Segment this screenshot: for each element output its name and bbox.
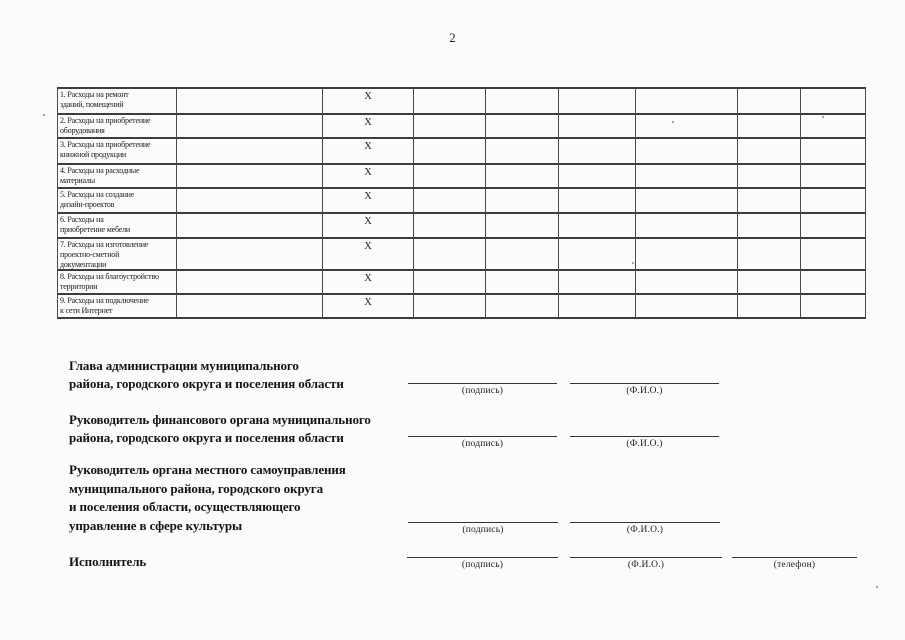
table-row [58, 115, 866, 139]
table-cell [177, 165, 323, 189]
table-cell [559, 271, 636, 295]
row-label: 4. Расходы на расходные материалы [58, 165, 177, 189]
table-cell [486, 89, 559, 115]
row-label: 8. Расходы на благоустройство территории [58, 271, 177, 295]
x-mark-cell: X [323, 239, 414, 271]
table-cell [414, 271, 486, 295]
table-row [58, 89, 866, 115]
x-mark-cell: X [323, 165, 414, 189]
signature-caption: (Ф.И.О.) [626, 439, 663, 449]
row-label: 2. Расходы на приобретение оборудования [58, 115, 177, 139]
x-mark-cell: X [323, 89, 414, 115]
table-cell [636, 271, 738, 295]
table-cell [801, 189, 866, 214]
table-cell [177, 239, 323, 271]
table-cell [636, 295, 738, 319]
table-cell [738, 189, 801, 214]
signature-field [408, 383, 557, 396]
scan-speck [876, 586, 878, 588]
signature-title-executor: Исполнитель [69, 554, 147, 569]
table-cell [636, 89, 738, 115]
x-mark-cell: X [323, 271, 414, 295]
table-cell [414, 165, 486, 189]
signature-caption: (подпись) [461, 439, 504, 449]
table-row [58, 214, 866, 239]
table-cell [738, 89, 801, 115]
scan-speck [43, 114, 45, 116]
table-cell [559, 115, 636, 139]
row-label: 1. Расходы на ремонт зданий, помещений [58, 89, 177, 115]
table-cell [636, 189, 738, 214]
signature-caption: (Ф.И.О.) [626, 386, 663, 396]
x-mark-cell: X [323, 214, 414, 239]
table-cell [559, 189, 636, 214]
signature-title-head-of-culture: Руководитель органа местного самоуправления муниципального района, городского округа и поселения области, осуществляющего управление в сфере культуры [69, 462, 346, 533]
row-label: 3. Расходы на приобретение книжной продукции [58, 139, 177, 165]
scan-speck [672, 121, 674, 123]
table-cell [559, 239, 636, 271]
table-cell [177, 295, 323, 319]
signature-caption: (подпись) [461, 386, 504, 396]
page-number: 2 [449, 31, 456, 45]
table-cell [801, 214, 866, 239]
x-mark-cell: X [323, 139, 414, 165]
table-cell [559, 214, 636, 239]
x-mark-cell: X [323, 189, 414, 214]
table-cell [738, 295, 801, 319]
table-cell [738, 115, 801, 139]
table-cell [486, 239, 559, 271]
table-cell [636, 139, 738, 165]
table-cell [414, 139, 486, 165]
signature-field [408, 436, 557, 449]
table-cell [486, 295, 559, 319]
table-cell [738, 214, 801, 239]
table-cell [738, 271, 801, 295]
signature-field [408, 522, 558, 535]
x-mark-cell: X [323, 115, 414, 139]
row-label: 9. Расходы на подключение к сети Интернет [58, 295, 177, 319]
row-label: 6. Расходы на приобретение мебели [58, 214, 177, 239]
table-cell [636, 239, 738, 271]
signature-field [570, 436, 719, 449]
table-cell [486, 271, 559, 295]
table-cell [414, 89, 486, 115]
row-label: 5. Расходы на создание дизайн-проектов [58, 189, 177, 214]
table-cell [801, 115, 866, 139]
table-cell [559, 89, 636, 115]
x-mark-cell: X [323, 295, 414, 319]
table-cell [801, 89, 866, 115]
signature-caption: (подпись) [462, 525, 504, 535]
scan-speck [822, 116, 824, 118]
table-cell [559, 165, 636, 189]
table-cell [801, 271, 866, 295]
expenses-table [57, 87, 866, 319]
table-cell [486, 189, 559, 214]
table-cell [177, 214, 323, 239]
table-row [58, 239, 866, 271]
table-cell [801, 139, 866, 165]
table-row [58, 189, 866, 214]
table-cell [738, 165, 801, 189]
table-cell [486, 165, 559, 189]
table-cell [177, 115, 323, 139]
table-row [58, 295, 866, 319]
row-label: 7. Расходы на изготовление проектно-сметной документации [58, 239, 177, 271]
table-cell [559, 139, 636, 165]
table-cell [414, 214, 486, 239]
table-cell [486, 214, 559, 239]
signature-field [570, 383, 719, 396]
signature-field [570, 522, 720, 535]
table-cell [414, 189, 486, 214]
table-cell [801, 295, 866, 319]
signature-field [407, 557, 558, 570]
table-cell [801, 165, 866, 189]
table-cell [177, 89, 323, 115]
table-row [58, 139, 866, 165]
table-cell [414, 239, 486, 271]
table-cell [636, 165, 738, 189]
table-row [58, 271, 866, 295]
signature-caption: (подпись) [461, 560, 504, 570]
table-cell [177, 271, 323, 295]
table-cell [177, 139, 323, 165]
table-cell [801, 239, 866, 271]
signature-field [732, 557, 857, 570]
table-cell [636, 115, 738, 139]
table-cell [414, 295, 486, 319]
signature-caption: (Ф.И.О.) [626, 525, 664, 535]
signature-caption: (телефон) [773, 560, 816, 570]
table-cell [738, 239, 801, 271]
table-cell [636, 214, 738, 239]
signature-field [570, 557, 722, 570]
table-cell [559, 295, 636, 319]
table-row [58, 165, 866, 189]
signature-title-head-of-administration: Глава администрации муниципального района, городского округа и поселения области [69, 358, 344, 391]
table-cell [177, 189, 323, 214]
table-cell [738, 139, 801, 165]
signature-title-head-of-finance: Руководитель финансового органа муниципального района, городского округа и поселения области [69, 412, 371, 445]
table-cell [414, 115, 486, 139]
table-cell [486, 115, 559, 139]
scan-speck [632, 262, 634, 264]
signature-caption: (Ф.И.О.) [627, 560, 665, 570]
table-cell [486, 139, 559, 165]
